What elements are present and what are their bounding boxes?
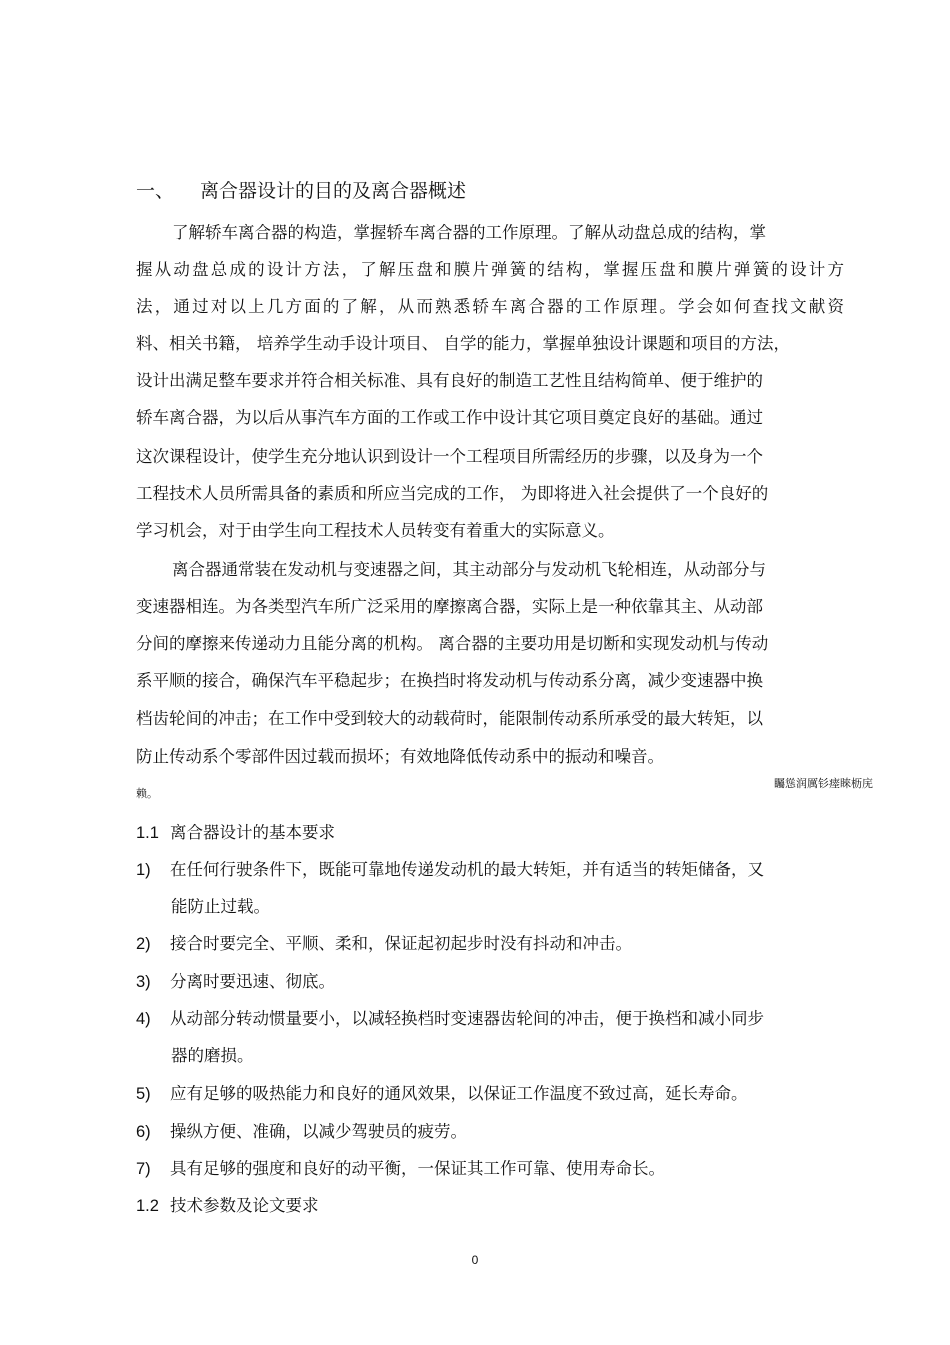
list-item xyxy=(136,1158,816,1180)
paragraph-line: 法，通过对以上几方面的了解，从而熟悉轿车离合器的工作原理。学会如何查找文献资 xyxy=(136,297,844,316)
list-item xyxy=(136,933,816,955)
paragraph-line: 设计出满足整车要求并符合相关标准、具有良好的制造工艺性且结构简单、便于维护的 xyxy=(136,371,763,390)
list-item-number: 6) xyxy=(136,1123,151,1141)
list-item-text: 操纵方便、准确，以减少驾驶员的疲劳。 xyxy=(170,1122,467,1141)
paragraph-line: 轿车离合器，为以后从事汽车方面的工作或工作中设计其它项目奠定良好的基础。通过 xyxy=(136,408,763,427)
list-item-number: 2) xyxy=(136,935,151,953)
paragraph-line: 系平顺的接合，确保汽车平稳起步；在换挡时将发动机与传动系分离，减少变速器中换 xyxy=(136,671,763,690)
list-item xyxy=(136,1008,816,1030)
list-item-text: 接合时要完全、平顺、柔和，保证起初起步时没有抖动和冲击。 xyxy=(170,934,632,953)
list-item-number: 3) xyxy=(136,973,151,991)
section-heading-1-2 xyxy=(136,1195,319,1217)
list-item xyxy=(136,1121,816,1143)
page-number: 0 xyxy=(471,1253,479,1267)
list-item-number: 7) xyxy=(136,1160,151,1178)
paragraph-line: 防止传动系个零部件因过载而损坏；有效地降低传动系中的振动和噪音。 xyxy=(136,747,664,766)
paragraph-line: 工程技术人员所需具备的素质和所应当完成的工作， 为即将进入社会提供了一个良好的 xyxy=(136,484,769,503)
chapter-heading xyxy=(136,177,466,205)
list-item xyxy=(136,859,816,881)
chapter-title: 离合器设计的目的及离合器概述 xyxy=(200,180,467,202)
list-item-continuation: 能防止过载。 xyxy=(171,897,270,916)
section-heading-1-1 xyxy=(136,822,335,844)
list-item-number: 5) xyxy=(136,1085,151,1103)
list-item-text: 从动部分转动惯量要小，以减轻换档时变速器齿轮间的冲击，便于换档和减小同步 xyxy=(170,1009,764,1028)
paragraph-line: 料、相关书籍， 培养学生动手设计项目、 自学的能力，掌握单独设计课题和项目的方法， xyxy=(136,334,790,353)
list-item xyxy=(136,971,816,993)
list-item-text: 应有足够的吸热能力和良好的通风效果，以保证工作温度不致过高，延长寿命。 xyxy=(170,1084,748,1103)
paragraph-line: 了解轿车离合器的构造，掌握轿车离合器的工作原理。了解从动盘总成的结构，掌 xyxy=(172,223,766,242)
section-number: 1.1 xyxy=(136,824,159,842)
paragraph-line: 分间的摩擦来传递动力且能分离的机构。 离合器的主要功用是切断和实现发动机与传动 xyxy=(136,634,769,653)
paragraph-line: 学习机会，对于由学生向工程技术人员转变有着重大的实际意义。 xyxy=(136,521,615,540)
section-number: 1.2 xyxy=(136,1197,159,1215)
list-item-number: 4) xyxy=(136,1010,151,1028)
paragraph-line: 变速器相连。为各类型汽车所广泛采用的摩擦离合器，实际上是一种依靠其主、从动部 xyxy=(136,597,763,616)
paragraph-line: 握从动盘总成的设计方法，了解压盘和膜片弹簧的结构，掌握压盘和膜片弹簧的设计方 xyxy=(136,260,844,279)
section-title: 离合器设计的基本要求 xyxy=(170,823,335,842)
chapter-number: 一、 xyxy=(136,180,175,202)
list-item-continuation: 器的磨损。 xyxy=(171,1046,254,1065)
garbled-watermark-text: 矚慫润厲钐瘗睞枥庑 xyxy=(774,777,873,790)
list-item-text: 在任何行驶条件下，既能可靠地传递发动机的最大转矩，并有适当的转矩储备，又 xyxy=(170,860,764,879)
section-title: 技术参数及论文要求 xyxy=(170,1196,319,1215)
paragraph-line: 离合器通常装在发动机与变速器之间，其主动部分与发动机飞轮相连，从动部分与 xyxy=(172,560,766,579)
garbled-watermark-text-2: 赖。 xyxy=(136,787,158,800)
list-item-text: 分离时要迅速、彻底。 xyxy=(170,972,335,991)
list-item-text: 具有足够的强度和良好的动平衡，一保证其工作可靠、使用寿命长。 xyxy=(170,1159,665,1178)
list-item-number: 1) xyxy=(136,861,151,879)
list-item xyxy=(136,1083,816,1105)
paragraph-line: 这次课程设计，使学生充分地认识到设计一个工程项目所需经历的步骤，以及身为一个 xyxy=(136,447,763,466)
paragraph-line: 档齿轮间的冲击；在工作中受到较大的动载荷时，能限制传动系所承受的最大转矩，以 xyxy=(136,709,763,728)
